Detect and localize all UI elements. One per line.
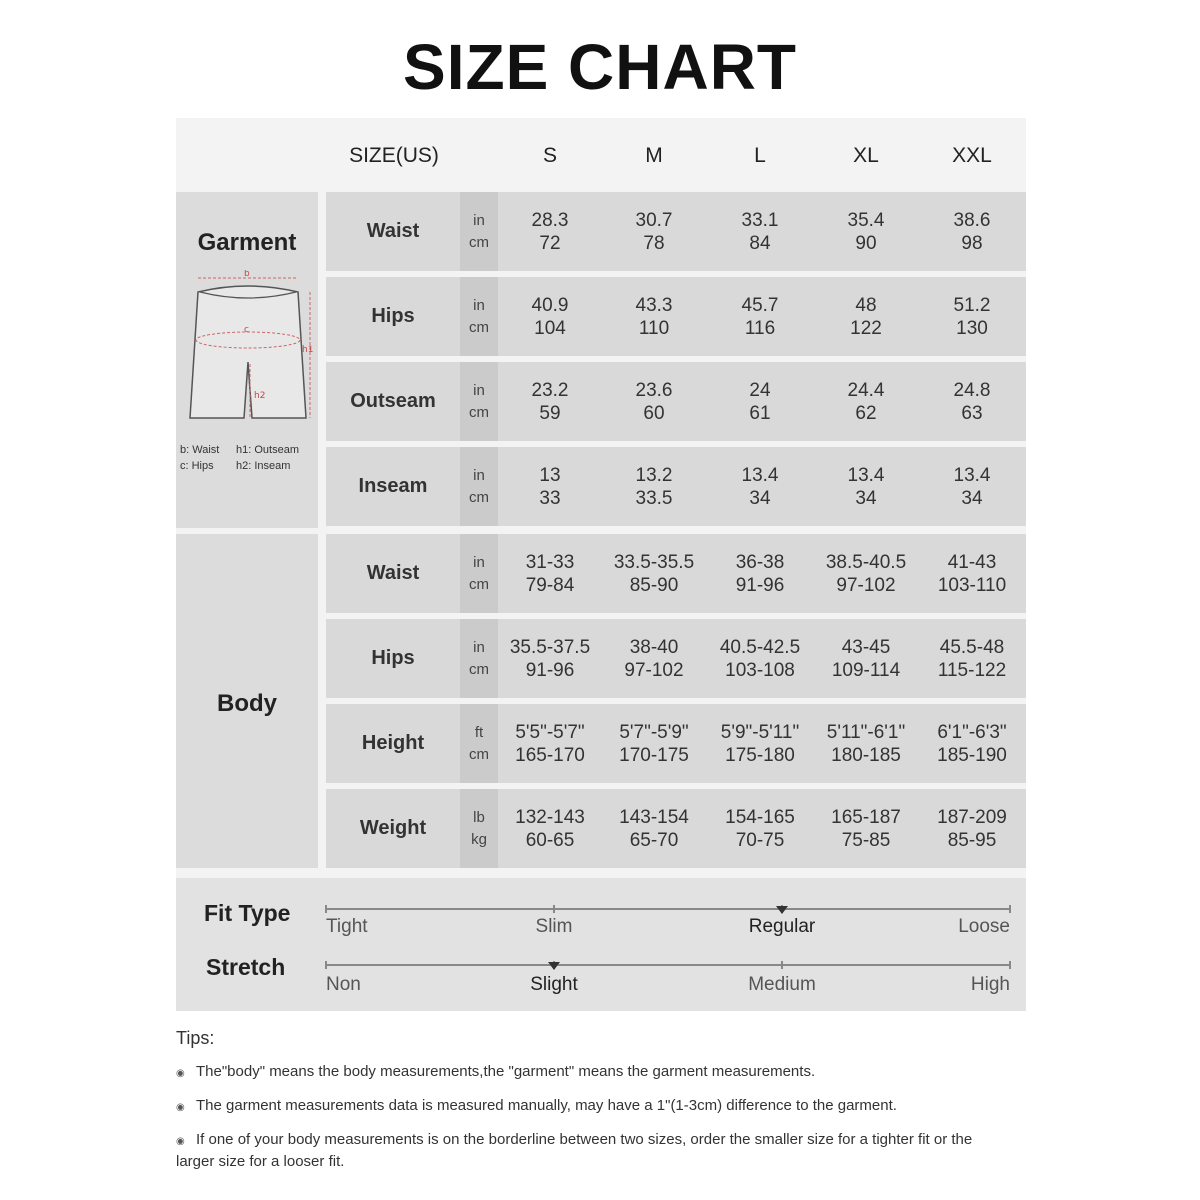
unit-labels [460, 704, 498, 783]
cell-value: 13 [539, 464, 561, 486]
cell-value: 85-95 [947, 829, 997, 851]
unit-label: in [473, 211, 485, 229]
cell-value: 30.7 [635, 209, 673, 231]
cell-value: 35.4 [847, 209, 885, 231]
unit-labels [460, 789, 498, 868]
cell-value: 33.5-35.5 [613, 551, 695, 573]
scale-option-label: High [970, 974, 1010, 995]
measurement-name: Outseam [350, 390, 436, 412]
unit-label: cm [469, 403, 489, 421]
diagram-legend [180, 442, 219, 474]
bullet-icon: ◉ [176, 1136, 185, 1147]
table-cell [920, 277, 1024, 356]
table-cell [814, 447, 918, 526]
cell-value: 154-165 [725, 806, 795, 828]
cell-value: 170-175 [619, 744, 689, 766]
scale-tick [1009, 905, 1011, 913]
cell-value: 34 [855, 487, 877, 509]
table-cell [920, 447, 1024, 526]
cell-value: 104 [534, 317, 566, 339]
size-header: L [754, 144, 766, 167]
measurement-name: Waist [366, 562, 420, 584]
unit-labels [460, 362, 498, 441]
unit-label: in [473, 553, 485, 571]
table-cell [498, 619, 602, 698]
table-cell [602, 789, 706, 868]
cell-value: 33 [539, 487, 561, 509]
cell-value: 5'5"-5'7" [515, 721, 585, 743]
diagram-mark-h2: h2 [254, 391, 266, 401]
measurement-name: Inseam [358, 475, 428, 497]
stretch-scale-line [326, 964, 1010, 966]
cell-value: 84 [749, 232, 771, 254]
size-header: M [645, 144, 663, 167]
measurement-name: Hips [371, 305, 415, 327]
tip-item [176, 1130, 996, 1172]
table-cell [814, 277, 918, 356]
table-cell [708, 362, 812, 441]
cell-value: 97-102 [624, 659, 684, 681]
cell-value: 165-170 [515, 744, 585, 766]
unit-label: cm [469, 488, 489, 506]
cell-value: 38.5-40.5 [825, 551, 907, 573]
table-cell [920, 619, 1024, 698]
unit-label: cm [469, 575, 489, 593]
selected-marker-icon [776, 906, 788, 914]
selected-marker-icon [548, 962, 560, 970]
size-header: XL [853, 144, 879, 167]
tip-text: The"body" means the body measurements,the "garment" means the garment measurements. [196, 1063, 816, 1080]
cell-value: 115-122 [937, 659, 1007, 681]
table-cell [498, 277, 602, 356]
table-cell [602, 362, 706, 441]
scale-option-label: Medium [748, 974, 816, 995]
table-cell [708, 192, 812, 271]
unit-labels [460, 619, 498, 698]
table-cell [602, 534, 706, 613]
table-cell [498, 362, 602, 441]
cell-value: 132-143 [515, 806, 585, 828]
cell-value: 33.1 [741, 209, 779, 231]
measurement-name: Weight [359, 817, 427, 839]
cell-value: 79-84 [525, 574, 575, 596]
size-header: XXL [952, 144, 992, 167]
cell-value: 90 [855, 232, 877, 254]
cell-value: 43.3 [635, 294, 673, 316]
unit-label: lb [473, 808, 485, 826]
cell-value: 187-209 [937, 806, 1007, 828]
scale-tick [325, 905, 327, 913]
table-cell [602, 704, 706, 783]
cell-value: 28.3 [531, 209, 569, 231]
tip-item [176, 1062, 996, 1084]
tips-title: Tips: [176, 1028, 215, 1048]
cell-value: 31-33 [525, 551, 575, 573]
scale-option-label: Tight [326, 916, 368, 937]
table-cell [814, 789, 918, 868]
cell-value: 103-108 [725, 659, 795, 681]
cell-value: 41-43 [947, 551, 997, 573]
cell-value: 130 [956, 317, 988, 339]
table-cell [602, 447, 706, 526]
cell-value: 59 [539, 402, 561, 424]
cell-value: 61 [749, 402, 771, 424]
table-cell [602, 619, 706, 698]
cell-value: 103-110 [937, 574, 1007, 596]
cell-value: 45.7 [741, 294, 779, 316]
measurement-name: Waist [366, 220, 420, 242]
cell-value: 65-70 [629, 829, 679, 851]
unit-label: in [473, 638, 485, 656]
unit-label: cm [469, 745, 489, 763]
cell-value: 40.5-42.5 [719, 636, 801, 658]
scale-option-label: Slight [530, 974, 578, 995]
cell-value: 24.4 [847, 379, 885, 401]
cell-value: 40.9 [531, 294, 569, 316]
tip-item [176, 1096, 996, 1118]
cell-value: 48 [855, 294, 877, 316]
cell-value: 60 [643, 402, 665, 424]
table-cell [498, 789, 602, 868]
table-cell [498, 192, 602, 271]
cell-value: 6'1"-6'3" [937, 721, 1007, 743]
diagram-legend-2 [236, 442, 299, 474]
size-us-header: SIZE(US) [349, 144, 439, 167]
cell-value: 43-45 [841, 636, 891, 658]
cell-value: 70-75 [735, 829, 785, 851]
cell-value: 45.5-48 [939, 636, 1005, 658]
table-cell [814, 362, 918, 441]
cell-value: 175-180 [725, 744, 795, 766]
cell-value: 13.4 [953, 464, 991, 486]
table-cell [602, 192, 706, 271]
tip-text: The garment measurements data is measured manually, may have a 1"(1-3cm) difference to the garment. [196, 1097, 897, 1114]
table-cell [708, 789, 812, 868]
cell-value: 91-96 [525, 659, 575, 681]
unit-label: cm [469, 233, 489, 251]
cell-value: 180-185 [831, 744, 901, 766]
garment-label: Garment [197, 229, 297, 256]
diagram-mark-b: b [244, 270, 250, 279]
cell-value: 122 [850, 317, 882, 339]
cell-value: 5'9"-5'11" [720, 721, 800, 743]
table-cell [920, 704, 1024, 783]
cell-value: 78 [643, 232, 665, 254]
scale-option-label: Regular [748, 916, 816, 937]
cell-value: 36-38 [735, 551, 785, 573]
cell-value: 51.2 [953, 294, 991, 316]
diagram-mark-c: c [244, 325, 249, 335]
cell-value: 34 [749, 487, 771, 509]
unit-label: cm [469, 318, 489, 336]
table-cell [708, 277, 812, 356]
cell-value: 5'7"-5'9" [619, 721, 689, 743]
cell-value: 23.2 [531, 379, 569, 401]
diagram-mark-h1: h1 [302, 345, 314, 355]
cell-value: 143-154 [619, 806, 689, 828]
unit-labels [460, 534, 498, 613]
cell-value: 72 [539, 232, 561, 254]
unit-labels [460, 447, 498, 526]
scale-tick [553, 905, 555, 913]
table-cell [708, 619, 812, 698]
cell-value: 34 [961, 487, 983, 509]
fit-type-scale-line [326, 908, 1010, 910]
cell-value: 110 [638, 317, 670, 339]
table-cell [708, 447, 812, 526]
cell-value: 38-40 [629, 636, 679, 658]
stretch-label: Stretch [206, 954, 286, 980]
page-title: SIZE CHART [403, 31, 797, 103]
table-cell [498, 704, 602, 783]
scale-tick [325, 961, 327, 969]
table-cell [498, 447, 602, 526]
table-cell [814, 704, 918, 783]
size-chart [176, 118, 1026, 1011]
scale-option-label: Loose [958, 916, 1010, 937]
scale-tick [781, 961, 783, 969]
table-cell [920, 789, 1024, 868]
cell-value: 75-85 [841, 829, 891, 851]
scale-option-label: Non [326, 974, 361, 995]
bullet-icon: ◉ [176, 1068, 185, 1079]
cell-value: 13.2 [635, 464, 673, 486]
legend-outseam: h1: Outseam [236, 444, 299, 456]
unit-labels [460, 192, 498, 271]
cell-value: 97-102 [836, 574, 896, 596]
legend-inseam: h2: Inseam [236, 460, 291, 472]
measurement-name: Hips [371, 647, 415, 669]
unit-label: in [473, 466, 485, 484]
cell-value: 91-96 [735, 574, 785, 596]
table-cell [814, 534, 918, 613]
cell-value: 98 [961, 232, 983, 254]
table-cell [498, 534, 602, 613]
cell-value: 5'11"-6'1" [826, 721, 906, 743]
scale-option-label: Slim [535, 916, 573, 937]
table-cell [814, 619, 918, 698]
cell-value: 116 [744, 317, 776, 339]
cell-value: 185-190 [937, 744, 1007, 766]
cell-value: 24 [749, 379, 771, 401]
cell-value: 35.5-37.5 [509, 636, 591, 658]
table-cell [920, 534, 1024, 613]
table-cell [602, 277, 706, 356]
table-cell [708, 704, 812, 783]
cell-value: 62 [855, 402, 877, 424]
table-cell [920, 362, 1024, 441]
size-header: S [542, 144, 557, 167]
cell-value: 60-65 [525, 829, 575, 851]
cell-value: 33.5 [635, 487, 673, 509]
cell-value: 85-90 [629, 574, 679, 596]
cell-value: 23.6 [635, 379, 673, 401]
unit-label: in [473, 381, 485, 399]
table-cell [708, 534, 812, 613]
fit-type-label: Fit Type [204, 900, 291, 926]
table-cell [920, 192, 1024, 271]
cell-value: 13.4 [847, 464, 885, 486]
tip-text: If one of your body measurements is on the borderline between two sizes, order the smaller size for a tighter fit or the larger size for a looser fit. [176, 1131, 973, 1170]
cell-value: 13.4 [741, 464, 779, 486]
cell-value: 24.8 [953, 379, 991, 401]
body-label: Body [217, 690, 277, 717]
table-cell [814, 192, 918, 271]
legend-hips: c: Hips [180, 460, 214, 472]
legend-waist: b: Waist [180, 444, 220, 456]
unit-label: cm [469, 660, 489, 678]
unit-label: ft [474, 723, 484, 741]
cell-value: 165-187 [831, 806, 901, 828]
cell-value: 109-114 [831, 659, 901, 681]
unit-label: in [473, 296, 485, 314]
scale-tick [1009, 961, 1011, 969]
unit-labels [460, 277, 498, 356]
unit-label: kg [471, 830, 487, 848]
measurement-name: Height [361, 732, 425, 754]
cell-value: 63 [961, 402, 983, 424]
cell-value: 38.6 [953, 209, 991, 231]
bullet-icon: ◉ [176, 1102, 185, 1113]
